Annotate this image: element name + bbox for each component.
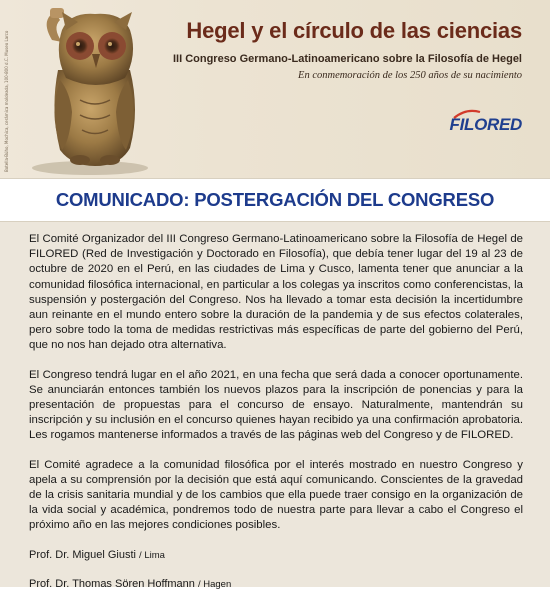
communique-text (29, 232, 523, 606)
filored-logo[interactable]: FILORED (449, 115, 522, 134)
image-credit: Botella-Búho, Mochica, cerámica moldeada, 100-800 d.C. Museo Larco (4, 30, 9, 172)
event-subtitle: III Congreso Germano-Latinoamericano sobre la Filosofía de Hegel (172, 53, 522, 65)
communique-body (0, 222, 550, 590)
signatory-place: / Hagen (197, 578, 232, 590)
paragraph-3: El Comité agradece a la comunidad filosófica por el interés mostrado en nuestro Congreso y apela a su comprensión por la decisión que está aquí comunicando. Conscientes de la gravedad de la crisis sanitaria mundial y de los cambios que ella puede traer consigo en la organización de la vida social y académica, pondremos todo de nuestra parte para llevar a cabo el Congreso el próximo año en las mejores condiciones posibles. (29, 458, 523, 532)
event-title: Hegel y el círculo de las ciencias (186, 18, 522, 43)
signatory-name: Prof. Dr. Miguel Giusti (29, 548, 136, 561)
communique-banner (0, 178, 550, 222)
paragraph-2: El Congreso tendrá lugar en el año 2021, en una fecha que será dada a conocer oportunamente. Se anunciarán entonces también los nuevos plazos para la inscripción de ponencias y para la presentación de propuestas para el concurso de ensayo. Naturalmente, mantendrán su inscripción y su inclusión en el concurso quienes hayan recibido ya una confirmación aprobatoria. Les rogamos mantenerse informados a través de las páginas web del Congreso y de FILORED. (29, 368, 523, 442)
signatory-name: Prof. Dr. Thomas Sören Hoffmann (29, 577, 195, 590)
owl-ceramic-icon (0, 0, 165, 178)
signatory-2 (29, 577, 523, 592)
paragraph-1: El Comité Organizador del III Congreso Germano-Latinoamericano sobre la Filosofía de Hegel de FILORED (Red de Investigación y Doctorado en Filosofía), que debía tener lugar del 19 al 23 de octubre de 2020 en el Perú, en las ciudades de Lima y Cusco, lamenta tener que anunciar a la comunidad filosófica internacional, en particular a los colegas ya inscritos como conferencistas, la suspensión y postergación del Congreso. Nos ha llevado a tomar esta decisión la incertidumbre aun reinante en el mundo entero sobre la duración de la pandemia y de sus efectos colaterales, pero sobre todo la toma de medidas restrictivas más específicas de parte del gobierno del Perú, que no nos han dejado otra alternativa. (29, 233, 523, 352)
signatory-1 (29, 548, 523, 563)
commemoration-text: En conmemoración de los 250 años de su nacimiento (298, 70, 522, 81)
header-banner (0, 0, 550, 178)
owl-figure-image (0, 0, 165, 178)
signatory-place: / Lima (139, 549, 165, 561)
communique-heading: COMUNICADO: POSTERGACIÓN DEL CONGRESO (55, 189, 495, 210)
